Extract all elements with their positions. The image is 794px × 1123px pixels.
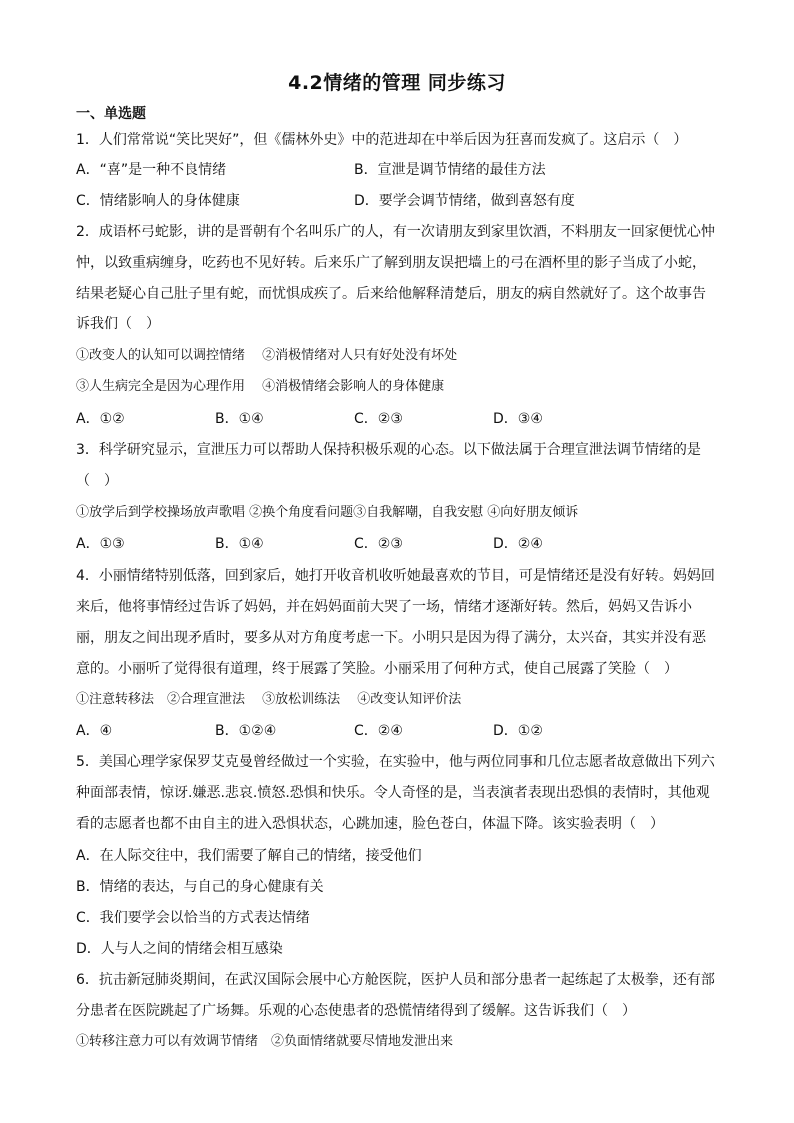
question-4-line-3: 丽，朋友之间出现矛盾时，要多从对方角度考虑一下。小明只是因为得了满分，太兴奋，其实并没有恶: [76, 630, 706, 646]
question-5-option-a: A．在人际交往中，我们需要了解自己的情绪，接受他们: [76, 848, 422, 864]
question-3-option-a: A．①③: [76, 536, 125, 552]
question-1-option-d: D．要学会调节情绪，做到喜怒有度: [354, 193, 575, 209]
question-3-option-c: C．②③: [354, 536, 403, 552]
question-3-statements: ①放学后到学校操场放声歌唱 ②换个角度看问题③自我解嘲，自我安慰 ④向好朋友倾诉: [76, 505, 579, 520]
question-4-line-1: 4．小丽情绪特别低落，回到家后，她打开收音机收听她最喜欢的节目，可是情绪还是没有好转。妈妈回: [76, 568, 715, 584]
question-1-stem: 1．人们常常说“笑比哭好”，但《儒林外史》中的范进却在中举后因为狂喜而发疯了。这启示（ ）: [76, 132, 688, 148]
page-title: 4.2情绪的管理 同步练习: [288, 72, 506, 94]
section-heading: 一、单选题: [76, 106, 146, 122]
question-5-line-3: 看的志愿者也都不由自主的进入恐惧状态，心跳加速，脸色苍白，体温下降。该实验表明（ ）: [76, 816, 664, 832]
question-3-option-d: D．②④: [493, 536, 543, 552]
question-2-option-b: B．①④: [215, 411, 264, 427]
question-5-option-c: C．我们要学会以恰当的方式表达情绪: [76, 910, 310, 926]
question-4-option-a: A．④: [76, 723, 113, 739]
question-4-option-c: C．②④: [354, 723, 403, 739]
question-5-line-1: 5．美国心理学家保罗艾克曼曾经做过一个实验，在实验中，他与两位同事和几位志愿者故意做出下列六: [76, 754, 715, 770]
question-5-line-2: 种面部表情，惊讶.嫌恶.悲哀.愤怒.恐惧和快乐。令人奇怪的是，当表演者表现出恐惧的表情时，其他观: [76, 785, 710, 801]
question-2-option-d: D．③④: [493, 411, 543, 427]
question-3-line-2: （ ）: [76, 473, 118, 489]
question-1-option-c: C．情绪影响人的身体健康: [76, 193, 240, 209]
question-2-option-c: C．②③: [354, 411, 403, 427]
question-2-line-1: 2．成语杯弓蛇影，讲的是晋朝有个名叫乐广的人，有一次请朋友到家里饮酒，不料朋友一回家便忧心忡: [76, 224, 715, 240]
question-6-line-2: 分患者在医院跳起了广场舞。乐观的心态使患者的恐慌情绪得到了缓解。这告诉我们（ ）: [76, 1003, 636, 1019]
question-2-statements-1: ①改变人的认知可以调控情绪 ②消极情绪对人只有好处没有坏处: [76, 348, 458, 363]
question-2-line-2: 忡，以致重病缠身，吃药也不见好转。后来乐广了解到朋友误把墙上的弓在酒杯里的影子当成了小蛇，: [76, 255, 706, 271]
question-4-line-2: 来后，他将事情经过告诉了妈妈，并在妈妈面前大哭了一场，情绪才逐渐好转。然后，妈妈又告诉小: [76, 599, 692, 615]
question-3-line-1: 3．科学研究显示，宣泄压力可以帮助人保持积极乐观的心态。以下做法属于合理宣泄法调节情绪的是: [76, 442, 701, 458]
question-5-option-d: D．人与人之间的情绪会相互感染: [76, 941, 283, 957]
question-1-option-b: B．宣泄是调节情绪的最佳方法: [354, 162, 546, 178]
question-6-line-1: 6．抗击新冠肺炎期间，在武汉国际会展中心方舱医院，医护人员和部分患者一起练起了太极拳，还有部: [76, 972, 715, 988]
question-4-line-4: 意的。小丽听了觉得很有道理，终于展露了笑脸。小丽采用了何种方式，使自己展露了笑脸（ ）: [76, 661, 678, 677]
question-2-option-a: A．①②: [76, 411, 125, 427]
question-6-statements: ①转移注意力可以有效调节情绪 ②负面情绪就要尽情地发泄出来: [76, 1034, 454, 1049]
question-2-line-4: 诉我们（ ）: [76, 316, 160, 332]
question-4-statements: ①注意转移法 ②合理宣泄法 ③放松训练法 ④改变认知评价法: [76, 692, 462, 707]
question-4-option-d: D．①②: [493, 723, 543, 739]
question-3-option-b: B．①④: [215, 536, 264, 552]
question-2-line-3: 结果老疑心自己肚子里有蛇，而忧惧成疾了。后来给他解释清楚后，朋友的病自然就好了。这个故事告: [76, 286, 706, 302]
question-5-option-b: B．情绪的表达，与自己的身心健康有关: [76, 879, 324, 895]
question-1-option-a: A．“喜”是一种不良情绪: [76, 162, 227, 178]
question-2-statements-2: ③人生病完全是因为心理作用 ④消极情绪会影响人的身体健康: [76, 379, 445, 394]
question-4-option-b: B．①②④: [215, 723, 277, 739]
